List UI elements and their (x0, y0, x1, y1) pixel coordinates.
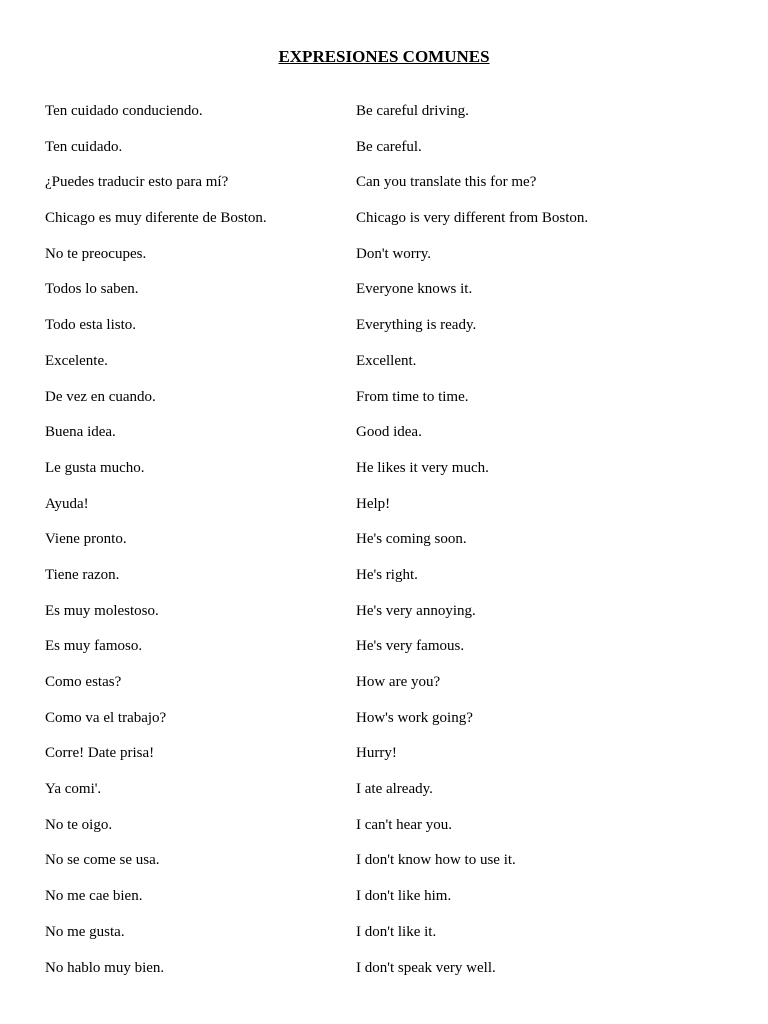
spanish-phrase: Le gusta mucho. (45, 459, 145, 476)
english-phrase: How's work going? (356, 709, 473, 726)
phrase-list (0, 100, 768, 992)
spanish-phrase: Buena idea. (45, 424, 116, 441)
english-phrase: Can you translate this for me? (356, 174, 537, 191)
english-phrase: Excellent. (356, 352, 417, 369)
phrase-row (0, 957, 768, 993)
spanish-phrase: No me gusta. (45, 923, 125, 940)
phrase-row (0, 921, 768, 957)
english-phrase: Hurry! (356, 745, 397, 762)
spanish-phrase: Chicago es muy diferente de Boston. (45, 210, 267, 227)
english-phrase: He's coming soon. (356, 531, 467, 548)
phrase-row (0, 207, 768, 243)
english-phrase: How are you? (356, 674, 441, 690)
phrase-row (0, 671, 768, 707)
english-phrase: Everyone knows it. (356, 281, 473, 298)
spanish-phrase: Ten cuidado. (45, 138, 123, 155)
english-phrase: Good idea. (356, 424, 422, 441)
spanish-phrase: Ayuda! (45, 495, 89, 512)
spanish-phrase: Ten cuidado conduciendo. (45, 103, 203, 119)
page-title: EXPRESIONES COMUNES (278, 47, 490, 66)
spanish-phrase: ¿Puedes traducir esto para mí? (45, 174, 229, 191)
spanish-phrase: De vez en cuando. (45, 388, 156, 405)
phrase-row (0, 778, 768, 814)
english-phrase: From time to time. (356, 388, 469, 405)
phrase-row (0, 600, 768, 636)
english-phrase: Don't worry. (356, 245, 432, 262)
english-phrase: Chicago is very different from Boston. (356, 210, 589, 227)
english-phrase: He's right. (356, 566, 418, 583)
phrase-row (0, 885, 768, 921)
phrase-row (0, 635, 768, 671)
phrase-row (0, 528, 768, 564)
spanish-phrase: Tiene razon. (45, 566, 120, 583)
spanish-phrase: Todos lo saben. (45, 281, 139, 298)
english-phrase: I don't know how to use it. (356, 852, 516, 869)
spanish-phrase: Viene pronto. (45, 531, 127, 548)
spanish-phrase: No hablo muy bien. (45, 959, 165, 976)
spanish-phrase: Ya comi'. (45, 781, 102, 798)
english-phrase: I don't like it. (356, 923, 437, 940)
phrase-row (0, 243, 768, 279)
spanish-phrase: Es muy molestoso. (45, 602, 159, 619)
spanish-phrase: Excelente. (45, 352, 108, 369)
english-phrase: I don't like him. (356, 888, 452, 905)
spanish-phrase: No se come se usa. (45, 852, 160, 869)
english-phrase: Be careful. (356, 138, 422, 155)
phrase-row (0, 171, 768, 207)
english-phrase: Everything is ready. (356, 317, 477, 334)
phrase-row (0, 100, 768, 136)
phrase-row (0, 278, 768, 314)
phrase-row (0, 386, 768, 422)
phrase-row (0, 814, 768, 850)
spanish-phrase: No te oigo. (45, 816, 113, 833)
english-phrase: I can't hear you. (356, 816, 452, 833)
spanish-phrase: Corre! Date prisa! (45, 745, 155, 762)
phrase-row (0, 707, 768, 743)
phrase-row (0, 350, 768, 386)
english-phrase: He likes it very much. (356, 459, 489, 476)
phrase-row (0, 849, 768, 885)
spanish-phrase: No te preocupes. (45, 245, 147, 262)
phrase-row (0, 493, 768, 529)
phrase-row (0, 314, 768, 350)
spanish-phrase: Todo esta listo. (45, 317, 137, 334)
spanish-phrase: Es muy famoso. (45, 638, 143, 655)
spanish-phrase: No me cae bien. (45, 888, 143, 905)
english-phrase: Help! (356, 495, 391, 512)
english-phrase: He's very famous. (356, 638, 465, 655)
phrase-row (0, 564, 768, 600)
english-phrase: I don't speak very well. (356, 959, 496, 976)
phrase-row (0, 742, 768, 778)
english-phrase: Be careful driving. (356, 103, 469, 119)
english-phrase: I ate already. (356, 781, 433, 798)
spanish-phrase: Como estas? (45, 674, 122, 690)
phrase-row (0, 421, 768, 457)
spanish-phrase: Como va el trabajo? (45, 709, 167, 726)
phrase-row (0, 136, 768, 172)
phrase-row (0, 457, 768, 493)
english-phrase: He's very annoying. (356, 602, 476, 619)
